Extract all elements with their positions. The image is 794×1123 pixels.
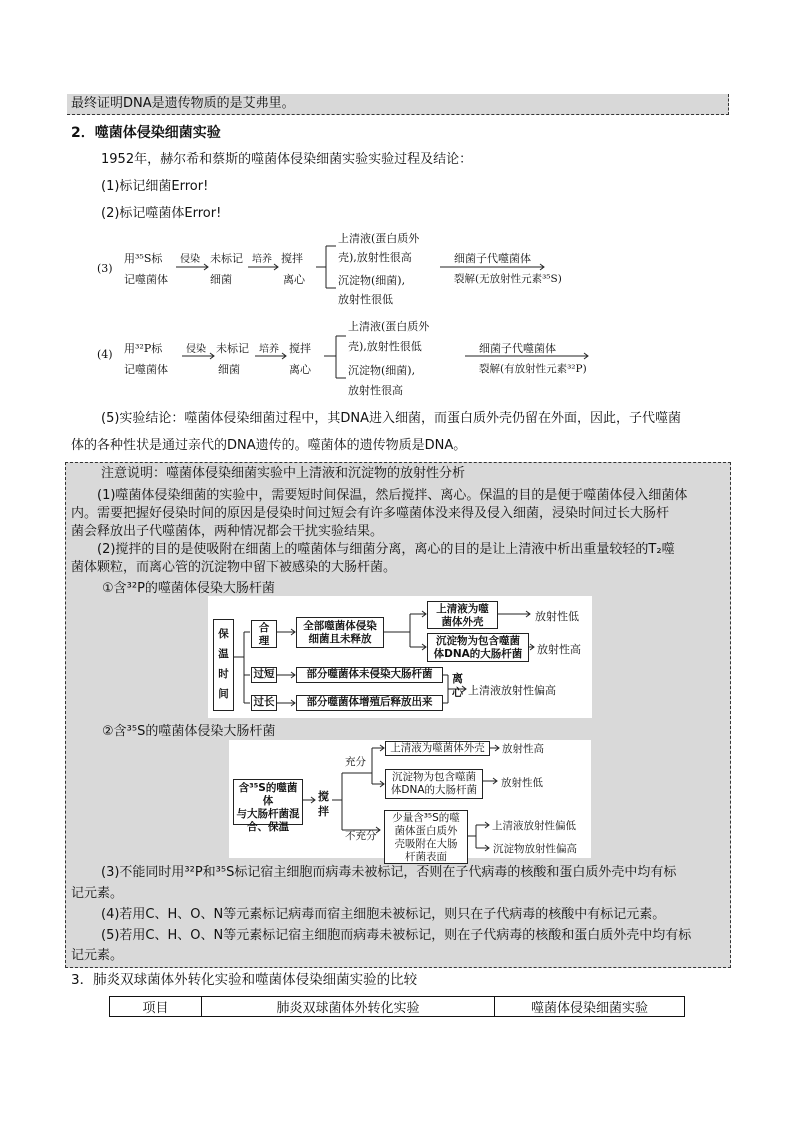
flow3-start-2: 记噬菌体 — [124, 273, 168, 286]
fig1-high: 放射性高 — [537, 643, 581, 656]
flow3-top-2: 壳),放射性很高 — [338, 251, 412, 264]
table-header-cell: 噬菌体侵染细菌实验 — [495, 997, 685, 1017]
section2-heading: 2．噬菌体侵染细菌实验 — [71, 125, 221, 141]
flow3-arrow2-label: 培养 — [252, 254, 272, 265]
fig2-few-3: 壳吸附在大肠 — [394, 838, 458, 850]
comparison-table — [109, 996, 685, 1017]
flow3-top-1: 上清液(蛋白质外 — [338, 232, 420, 245]
fig1-reasonable-2: 理 — [258, 635, 270, 647]
fig2-few-1: 少量含³⁵S的噬 — [392, 812, 460, 824]
fig1-all-infect-2: 细菌且未释放 — [308, 633, 372, 645]
note-p3-l1: (3)不能同时用³²P和³⁵S标记宿主细胞而病毒未被标记，否则在子代病毒的核酸和蛋白质外壳中均有标 — [101, 865, 677, 880]
flow4-bot-2: 放射性很高 — [348, 384, 403, 397]
flow4-end-top: 细菌子代噬菌体 — [479, 342, 556, 355]
fig1-centrifuge-2: 心 — [452, 686, 463, 699]
fig2-sup-low: 上清液放射性偏低 — [492, 820, 576, 832]
table-header-cell: 肺炎双球菌体外转化实验 — [202, 997, 495, 1017]
note-p2-l1: (2)搅拌的目的是使吸附在细菌上的噬菌体与细菌分离，离心的目的是让上清液中析出重量较轻的T₂噬 — [97, 542, 675, 557]
flow3-mid-1: 未标记 — [210, 252, 243, 265]
fig2-full: 充分 — [345, 756, 366, 768]
flow3-stir-2: 离心 — [283, 273, 305, 286]
conclusion-line2: 体的各种性状是通过亲代的DNA遗传的。噬菌体的遗传物质是DNA。 — [71, 438, 467, 453]
conclusion-line1: (5)实验结论：噬菌体侵染细菌过程中，其DNA进入细菌，而蛋白质外壳仍留在外面，因此，子代噬菌 — [101, 411, 682, 426]
flow4-start-2: 记噬菌体 — [124, 363, 168, 376]
flow4-num: (4) — [97, 348, 113, 361]
fig1-reasonable-1: 合 — [258, 622, 270, 634]
fig2-sed-box — [385, 769, 483, 799]
top-line: 最终证明DNA是遗传物质的是艾弗里。 — [71, 96, 295, 111]
fig2-start-1: 含³⁵S的噬菌体 — [238, 782, 298, 807]
fig1-sup-shell-2: 菌体外壳 — [441, 616, 484, 628]
fig1-v3: 时 — [218, 668, 229, 680]
fig2-stir-1: 搅 — [318, 790, 329, 803]
flow4-stir-1: 搅拌 — [289, 342, 311, 355]
flow4-top-1: 上清液(蛋白质外 — [348, 320, 430, 333]
note-p5-l2: 记元素。 — [71, 948, 124, 963]
flow4-stir-2: 离心 — [289, 363, 311, 376]
flow4-mid-1: 未标记 — [216, 342, 249, 355]
section2-intro: 1952年，赫尔希和蔡斯的噬菌体侵染细菌实验实验过程及结论： — [101, 152, 473, 167]
fig1-too-short-box: 过短 — [251, 667, 277, 683]
table-header-row — [110, 997, 685, 1017]
fig2-stir-2: 拌 — [318, 805, 329, 818]
fig2-low: 放射性低 — [501, 777, 543, 789]
flow3-num: (3) — [97, 262, 113, 275]
flow3-end-top: 细菌子代噬菌体 — [454, 252, 531, 265]
fig1-sed-2: 体DNA的大肠杆菌 — [433, 648, 523, 660]
fig1-all-infect-1: 全部噬菌体侵染 — [303, 620, 377, 632]
note-title: 注意说明：噬菌体侵染细菌实验中上清液和沉淀物的放射性分析 — [101, 466, 466, 481]
fig2-few-4: 杆菌表面 — [405, 851, 447, 863]
fig1-partial-release-box: 部分噬菌体增殖后释放出来 — [296, 695, 443, 711]
flow3-mid-2: 细菌 — [210, 273, 232, 286]
flow4-end-bottom: 裂解(有放射性元素³²P) — [479, 363, 587, 375]
fig1-v2: 温 — [218, 648, 229, 660]
fig1-sed-1: 沉淀物为包含噬菌 — [436, 635, 520, 647]
flow3-end-bottom: 裂解(无放射性元素³⁵S) — [454, 273, 562, 285]
fig1-sup-high: 上清液放射性偏高 — [468, 684, 556, 697]
note-p1-l3: 菌会释放出子代噬菌体，两种情况都会干扰实验结果。 — [71, 524, 384, 539]
fig1-centrifuge-1: 离 — [452, 672, 463, 685]
table-header-cell: 项目 — [110, 997, 202, 1017]
fig1-title: ①含³²P的噬菌体侵染大肠杆菌 — [102, 581, 275, 596]
fig2-insufficient: 不充分 — [345, 830, 377, 842]
flow3-stir-1: 搅拌 — [281, 252, 303, 265]
fig2-start-2: 与大肠杆菌混 — [236, 808, 300, 820]
flow3-start-1: 用³⁵S标 — [124, 252, 163, 265]
fig1-v4: 间 — [218, 688, 229, 700]
flow4-top-2: 壳),放射性很低 — [348, 340, 422, 353]
note-p2-l2: 菌体颗粒，而离心管的沉淀物中留下被感染的大肠杆菌。 — [71, 560, 397, 575]
fig2-sed-1: 沉淀物为包含噬菌 — [392, 771, 476, 783]
fig2-title: ②含³⁵S的噬菌体侵染大肠杆菌 — [102, 724, 276, 739]
fig2-high: 放射性高 — [502, 743, 544, 755]
flow4-arrow2-label: 培养 — [259, 344, 279, 355]
fig2-sup-shell-box: 上清液为噬菌体外壳 — [385, 741, 490, 756]
fig1-partial-not-box: 部分噬菌体未侵染大肠杆菌 — [296, 667, 443, 683]
note-p4: (4)若用C、H、O、N等元素标记病毒而宿主细胞未被标记，则只在子代病毒的核酸中有标记元素。 — [101, 907, 666, 922]
fig2-few-box — [384, 810, 468, 864]
fig2-sed-2: 体DNA的大肠杆菌 — [390, 784, 478, 796]
step1-text: (1)标记细菌Error! — [101, 179, 209, 194]
note-p1-l2: 内。需要把握好侵染时间的原因是侵染时间过短会有许多噬菌体没来得及侵入细菌，浸染时间过长大肠杆 — [71, 506, 670, 521]
fig2-sed-high: 沉淀物放射性偏高 — [493, 843, 577, 855]
note-p1-l1: (1)噬菌体侵染细菌的实验中，需要短时间保温，然后搅拌、离心。保温的目的是便于噬菌体侵入细菌体 — [97, 488, 688, 503]
note-p5-l1: (5)若用C、H、O、N等元素标记宿主细胞而病毒未被标记，则在子代病毒的核酸和蛋白质外壳中均有标 — [101, 928, 692, 943]
flow3-arrow1-label: 侵染 — [180, 254, 200, 265]
flow4-arrow1-label: 侵染 — [186, 344, 206, 355]
fig1-low: 放射性低 — [535, 610, 579, 623]
note-p3-l2: 记元素。 — [71, 886, 124, 901]
flow3-bot-1: 沉淀物(细菌), — [338, 274, 406, 287]
flow3-bot-2: 放射性很低 — [338, 293, 393, 306]
fig2-start-box — [233, 779, 303, 833]
fig2-stir — [318, 789, 329, 819]
fig2-few-2: 菌体蛋白质外 — [394, 825, 458, 837]
flow4-mid-2: 细菌 — [218, 363, 240, 376]
fig1-v1: 保 — [218, 628, 229, 640]
fig2-start-3: 合、保温 — [247, 821, 289, 833]
fig1-sup-shell-1: 上清液为噬 — [436, 603, 489, 615]
step2-text: (2)标记噬菌体Error! — [101, 206, 222, 221]
flow4-bot-1: 沉淀物(细菌), — [348, 364, 416, 377]
fig1-too-long-box: 过长 — [251, 695, 277, 711]
flow4-start-1: 用³²P标 — [124, 342, 163, 355]
section3-heading: 3．肺炎双球菌体外转化实验和噬菌体侵染细菌实验的比较 — [71, 972, 418, 988]
